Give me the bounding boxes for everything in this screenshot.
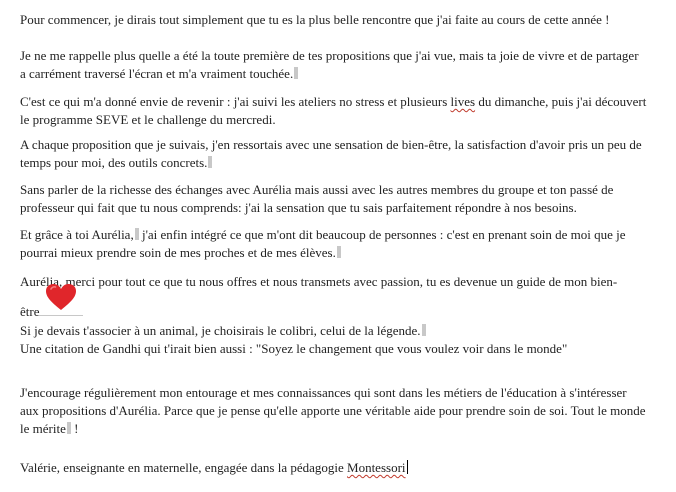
text-line: Une citation de Gandhi qui t'irait bien aussi : "Soyez le changement que vous voulez voir dans le monde": [20, 341, 568, 356]
text-line: professeur qui fait que tu nous comprends: j'ai la sensation que tu sais parfaitement répondre à nos besoins.: [20, 200, 577, 215]
text-line: Aurélia, merci pour tout ce que tu nous offres et nous transmets avec passion, tu es devenue un guide de mon bien-: [20, 274, 618, 289]
text-line: Pour commencer, je dirais tout simplement que tu es la plus belle rencontre que j'ai faite au cours de cette année !: [20, 12, 610, 27]
text-line: C'est ce qui m'a donné envie de revenir : j'ai suivi les ateliers no stress et plusieurs: [20, 94, 451, 109]
paragraph-mark: [208, 156, 212, 168]
text-line: aux propositions d'Aurélia. Parce que je pense qu'elle apporte une véritable aide pour prendre soin de soi. Tout le monde: [20, 403, 646, 418]
spell-flagged-word: lives: [450, 94, 476, 109]
red-heart-icon: [45, 283, 77, 311]
text-line: Valérie, enseignante en maternelle, engagée dans la pédagogie: [20, 460, 348, 475]
emoji-frame: [39, 303, 83, 316]
paragraph-mark: [422, 324, 426, 336]
text-line: Je ne me rappelle plus quelle a été la toute première de tes propositions que j'ai vue, mais ta joie de vivre et de partager: [20, 48, 639, 63]
text-line: J'encourage régulièrement mon entourage et mes connaissances qui sont dans les métiers de l'éducation à s'intéresser: [20, 385, 627, 400]
spell-flagged-word: Montessori: [347, 460, 406, 475]
paragraph-merci: [20, 273, 670, 291]
text-line: le mérite: [20, 421, 66, 436]
paragraph-intro: [20, 11, 670, 29]
paragraph-bien-etre-heart: [20, 303, 670, 321]
paragraph-encourage: [20, 384, 670, 438]
paragraph-bien-etre: [20, 136, 670, 172]
text-line: être: [20, 304, 40, 319]
text-line: pourrai mieux prendre soin de mes proches et de mes élèves.: [20, 245, 336, 260]
text-line: !: [70, 421, 79, 436]
paragraph-ateliers: [20, 93, 670, 129]
text-line: temps pour moi, des outils concrets.: [20, 155, 208, 170]
paragraph-signature: [20, 459, 670, 477]
text-line: j'ai enfin intégré ce que m'ont dit beaucoup de personnes : c'est en prenant soin de moi que je: [138, 227, 626, 242]
paragraph-first-proposal: [20, 47, 670, 83]
paragraph-mark: [337, 246, 341, 258]
text-line: a carrément traversé l'écran et m'a vraiment touchée.: [20, 66, 294, 81]
text-line: A chaque proposition que je suivais, j'en ressortais avec une sensation de bien-être, la satisfaction d'avoir pris un peu de: [20, 137, 642, 152]
paragraph-echanges: [20, 181, 670, 217]
text-line: le programme SEVE et le challenge du mercredi.: [20, 112, 276, 127]
paragraph-mark: [294, 67, 298, 79]
paragraph-grace: [20, 226, 670, 262]
text-cursor: [407, 460, 408, 474]
text-line: Si je devais t'associer à un animal, je choisirais le colibri, celui de la légende.: [20, 323, 421, 338]
text-line: Sans parler de la richesse des échanges avec Aurélia mais aussi avec les autres membres du groupe et ton passé de: [20, 182, 614, 197]
paragraph-colibri: [20, 322, 670, 358]
text-line: Et grâce à toi Aurélia,: [20, 227, 134, 242]
text-line: du dimanche, puis j'ai découvert: [475, 94, 647, 109]
